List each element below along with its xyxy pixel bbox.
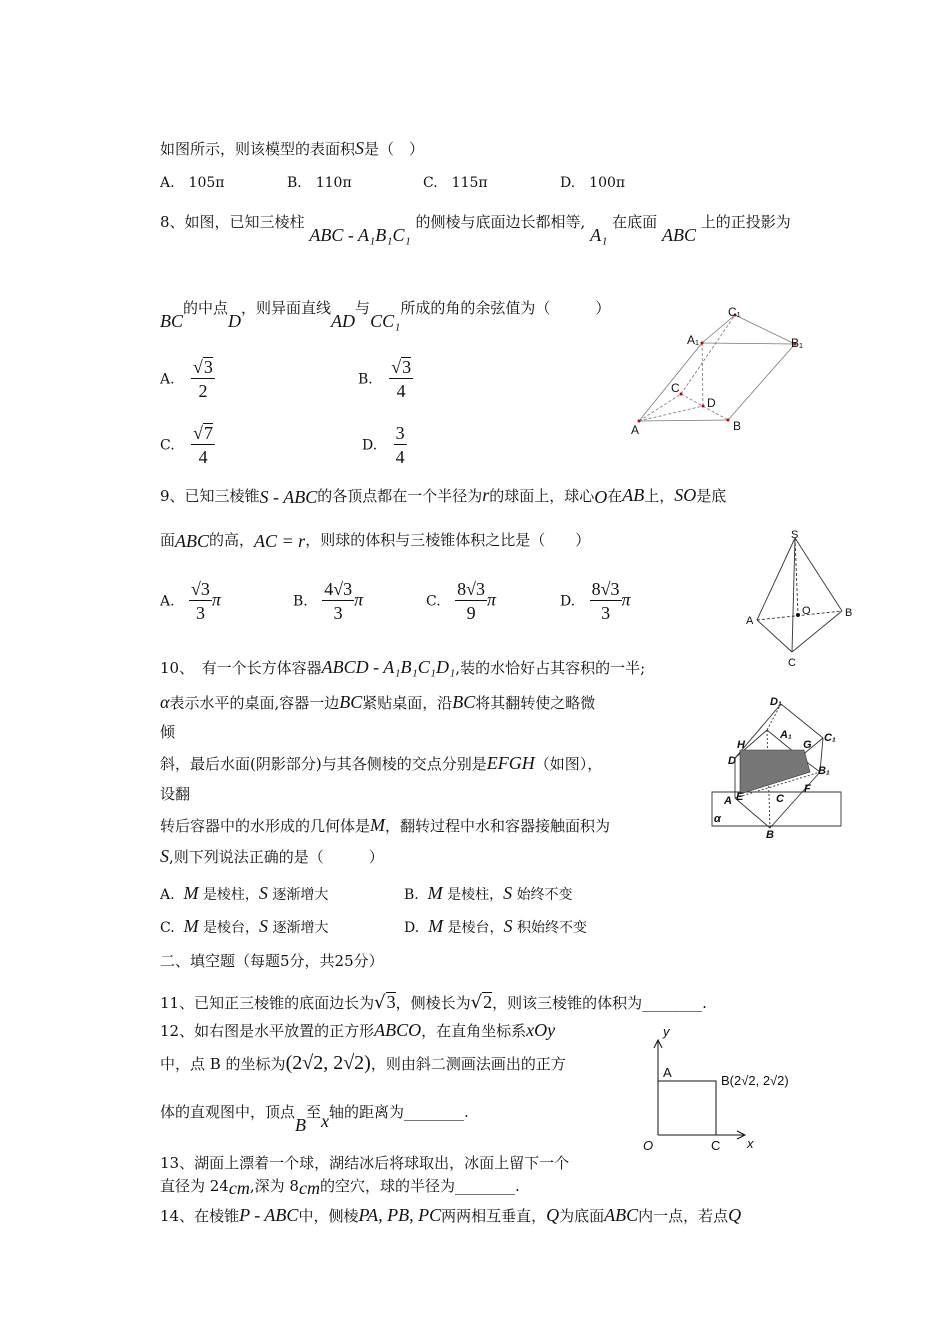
q10-container-figure bbox=[708, 692, 846, 840]
q14-line: 14、在棱锥P - ABC中，侧棱PA, PB, PC两两相互垂直，Q为底面ABC内一点，若点Q bbox=[160, 1205, 742, 1225]
q8-option-c: C. $\frac{√7}{4}$ bbox=[160, 423, 214, 467]
q10-line6: 转后容器中的水形成的几何体是M，翻转过程中水和容器接触面积为 bbox=[160, 815, 611, 835]
label-a: A bbox=[663, 1065, 672, 1080]
label-c: C bbox=[776, 793, 784, 805]
q12-line3: 体的直观图中，顶点B至x轴的距离为________. bbox=[160, 1103, 469, 1135]
label-a: A bbox=[746, 615, 754, 627]
q9-line1: 9、已知三棱锥S - ABC的各顶点都在一个半径为r的球面上，球心O在AB上，SO是底 bbox=[160, 485, 727, 507]
q12-square-figure bbox=[635, 1022, 835, 1162]
label-b: B bbox=[733, 419, 742, 433]
q10-line4: 斜，最后水面(阴影部分)与其各侧棱的交点分别是EFGH（如图）， bbox=[160, 753, 603, 773]
q10-option-c: C. M 是棱台，S 逐渐增大 bbox=[160, 916, 329, 936]
label-y: y bbox=[663, 1024, 670, 1039]
label-b1: B₁ bbox=[818, 765, 830, 777]
q10-option-d: D. M 是棱台，S 积始终不变 bbox=[404, 916, 587, 936]
label-c: C bbox=[711, 1138, 721, 1153]
q9-option-d: D. $\frac{8√3}{3}$ π bbox=[560, 579, 631, 623]
q7-stem: 如图所示，则该模型的表面积S是（ ） bbox=[160, 138, 425, 158]
label-d: D bbox=[728, 755, 736, 767]
q10-line5: 设翻 bbox=[160, 785, 191, 803]
q9-line2: 面ABC的高，AC = r，则球的体积与三棱锥体积之比是（ ） bbox=[160, 531, 591, 551]
q7-option-c: C. 115π bbox=[423, 175, 488, 191]
q8-line2: BC的中点D，则异面直线AD与CC₁所成的角的余弦值为（ ） bbox=[160, 299, 611, 331]
label-c1: C₁ bbox=[824, 732, 836, 744]
q9-option-c: C. $\frac{8√3}{9}$ π bbox=[426, 579, 497, 623]
q13-line1: 13、湖面上漂着一个球，湖结冰后将球取出，冰面上留下一个 bbox=[160, 1154, 570, 1172]
label-a: A bbox=[631, 423, 640, 437]
q10-option-a: A. M 是棱柱，S 逐渐增大 bbox=[160, 883, 329, 903]
q10-line3: 倾 bbox=[160, 723, 176, 741]
q7-option-a: A. 105π bbox=[160, 175, 225, 191]
q8-prism-figure bbox=[625, 300, 815, 440]
label-s: S bbox=[791, 529, 799, 541]
label-g: G bbox=[803, 739, 812, 751]
q10-line1: 10、 有一个长方体容器ABCD - A₁B₁C₁D₁,装的水恰好占其容积的一半; bbox=[160, 657, 646, 677]
label-o: O bbox=[802, 605, 811, 617]
label-d1: D₁ bbox=[770, 696, 782, 708]
label-x: x bbox=[747, 1136, 754, 1151]
label-alpha: α bbox=[714, 813, 721, 825]
label-b1: B₁ bbox=[791, 336, 804, 350]
q11-line: 11、已知正三棱锥的底面边长为√3，侧棱长为√2，则该三棱锥的体积为________. bbox=[160, 992, 707, 1013]
label-b-coord: B(2√2, 2√2) bbox=[721, 1073, 789, 1088]
label-d: D bbox=[707, 396, 716, 410]
label-c1: C₁ bbox=[728, 305, 741, 319]
q8-option-a: A. $\frac{√3}{2}$ bbox=[160, 357, 213, 401]
label-e: E bbox=[736, 791, 744, 803]
label-f: F bbox=[804, 783, 811, 795]
label-c: C bbox=[788, 657, 796, 669]
q10-line2: α表示水平的桌面,容器一边BC紧贴桌面，沿BC将其翻转使之略微 bbox=[160, 692, 596, 712]
section2-title: 二、填空题（每题5分，共25分） bbox=[160, 952, 384, 970]
q7-option-d: D. 100π bbox=[560, 175, 626, 191]
q9-option-a: A. $\frac{√3}{3}$ π bbox=[160, 579, 221, 623]
label-c: C bbox=[671, 381, 680, 395]
label-b: B bbox=[845, 607, 853, 619]
q12-line2: 中，点 B 的坐标为(2√2, 2√2)，则由斜二测画法画出的正方 bbox=[160, 1052, 566, 1074]
q10-line7: S,则下列说法正确的是（ ） bbox=[160, 846, 384, 866]
q7-option-b: B. 110π bbox=[287, 175, 352, 191]
q8-line1: 8、如图，已知三棱柱 ABC - A₁B₁C₁ 的侧棱与底面边长都相等, A₁ 在底面 ABC 上的正投影为 bbox=[160, 213, 791, 245]
q9-pyramid-figure bbox=[740, 528, 865, 673]
q12-line1: 12、如右图是水平放置的正方形ABCO，在直角坐标系xOy bbox=[160, 1020, 556, 1040]
label-h: H bbox=[737, 739, 745, 751]
q9-option-b: B. $\frac{4√3}{3}$ π bbox=[293, 579, 364, 623]
q8-option-b: B. $\frac{√3}{4}$ bbox=[358, 357, 412, 401]
label-a1: A₁ bbox=[780, 729, 792, 741]
label-a: A bbox=[724, 795, 732, 807]
q13-line2: 直径为 24cm,深为 8cm的空穴，球的半径为________. bbox=[160, 1177, 520, 1198]
label-o: O bbox=[643, 1138, 654, 1153]
q10-option-b: B. M 是棱柱，S 始终不变 bbox=[404, 883, 573, 903]
label-b: B bbox=[766, 829, 774, 840]
label-a1: A₁ bbox=[687, 333, 700, 347]
q8-option-d: D. $\frac{3}{4}$ bbox=[362, 423, 405, 467]
